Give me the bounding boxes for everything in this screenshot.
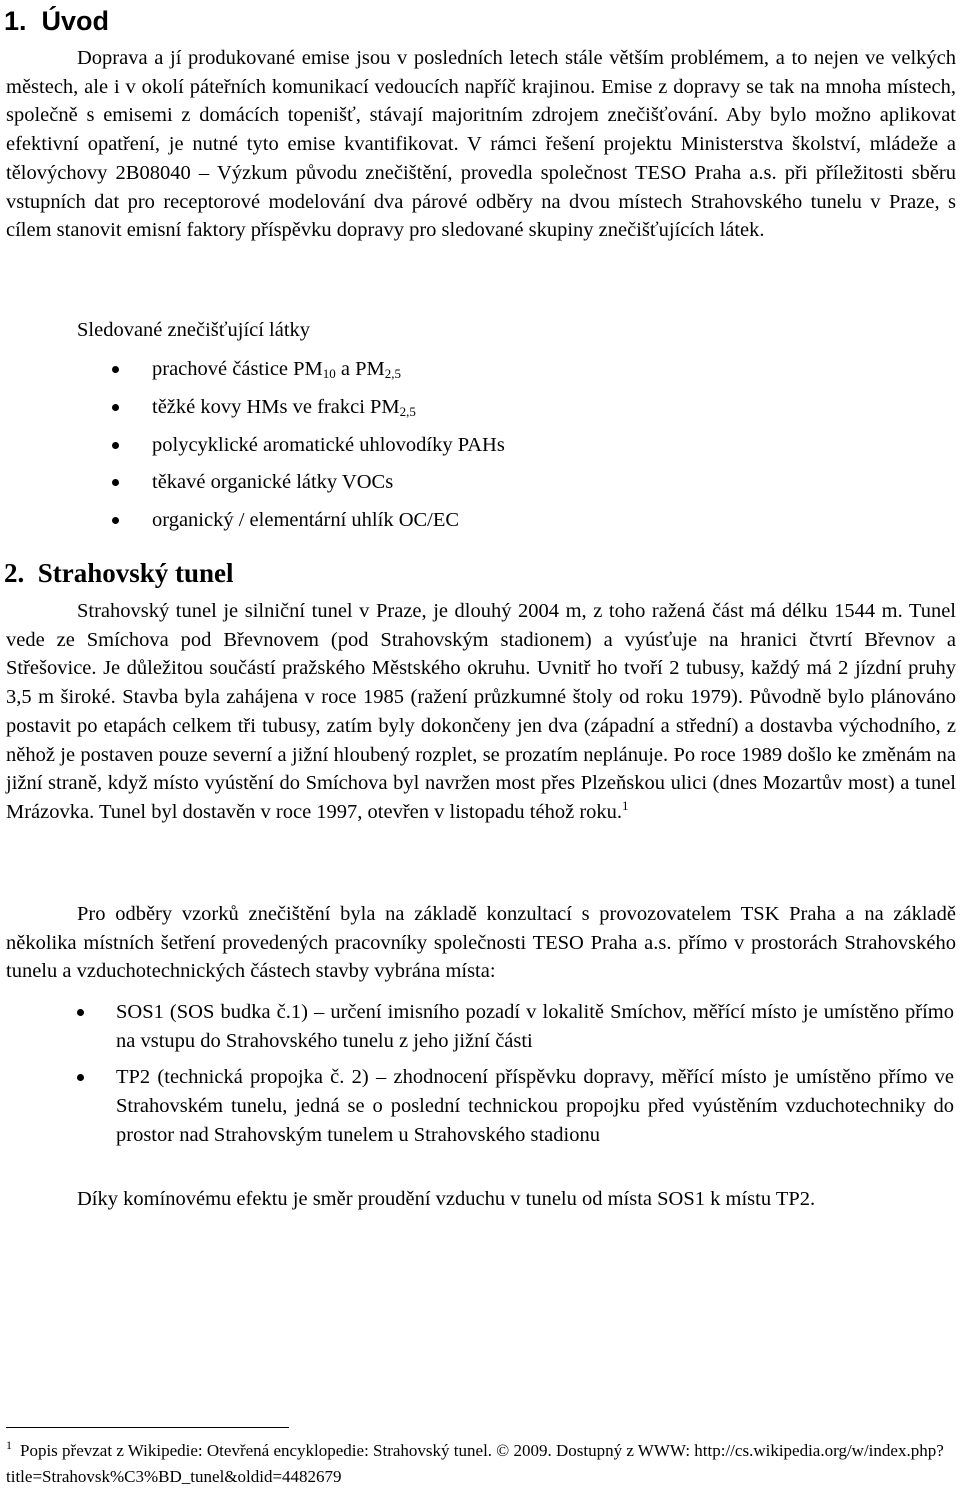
list-item: organický / elementární uhlík OC/EC [0,502,505,540]
list-item: SOS1 (SOS budka č.1) – určení imisního pozadí v lokalitě Smíchov, měřící místo je umístěno přímo na vstupu do Strahovského tunelu z jeho jižní části [0,998,954,1055]
bullet-icon [112,517,119,524]
bullet-icon [112,366,119,373]
sampling-sites-list [0,998,960,1150]
intro-paragraph: Doprava a jí produkované emise jsou v posledních letech stále větším problémem, a to nejen ve velkých městech, ale i v okolí páteřních komunikací vedoucích napříč krajinou. Emise z dopravy se tak na mnoha místech, společně s emisemi z domácích topenišť, stávají majoritním zdrojem znečišťování. Aby bylo možno aplikovat efektivní opatření, je nutné tyto emise kvantifikovat. V rámci řešení projektu Ministerstva školství, mládeže a tělovýchovy 2B08040 – Výzkum původu znečištění, provedla společnost TESO Praha a.s. při příležitosti sběru vstupních dat pro receptorové modelování dva párové odběry na dvou místech Strahovského tunelu v Praze, s cílem stanovit emisní faktory příspěvku dopravy pro sledované skupiny znečišťujících látek. [6,47,956,242]
bullet-icon [112,442,119,449]
list-item: polycyklické aromatické uhlovodíky PAHs [0,427,505,465]
footnote-divider [6,1427,289,1428]
footnote [6,1438,956,1490]
tunnel-paragraph: Strahovský tunel je silniční tunel v Praze, je dlouhý 2004 m, z toho ražená část má délku 1544 m. Tunel vede ze Smíchova pod Břevnovem (pod Strahovským stadionem) a vyúsťuje na hranici čtvrtí Břevnov a Střešovice. Je důležitou součástí pražského Městského okruhu. Uvnitř ho tvoří 2 tubusy, každý má 2 jízdní pruhy 3,5 m široké. Stavba byla zahájena v roce 1985 (ražení průzkumné štoly od roku 1979). Původně bylo plánováno postavit po etapách celkem tři tubusy, zatím byly dokončeny jen dva (západní a střední) a dostavba východního, z něhož je postaven pouze severní a jižní hloubený rozplet, se prozatím neplánuje. Po roce 1989 došlo ke změnám na jižní straně, když místo vyústění do Smíchova byl navržen most přes Plzeňskou ulici (dnes Mozartův most) a tunel Mrázovka. Tunel byl dostavěn v roce 1997, otevřen v listopadu téhož roku.$^1$ [6,600,956,823]
footnote-text: Popis převzat z Wikipedie: Otevřená encyklopedie: Strahovský tunel. © 2009. Dostupný z WWW: http://cs.wikipedia.org/w/index.php?title=Strahovsk%C3%BD_tunel&oldid=4482679 [6,1441,944,1486]
chimney-paragraph: Díky komínovému efektu je směr proudění vzduchu v tunelu od místa SOS1 k místu TP2. [77,1188,816,1210]
heading-title: Strahovský tunel [37,558,234,588]
bullet-icon [112,479,119,486]
heading-title: Úvod [41,6,110,36]
footnote-mark: 1 [6,1438,12,1452]
pollutant-list [0,351,505,540]
bullet-icon [77,1009,84,1016]
heading-number: 1. [4,6,27,36]
section-heading-strahovsky-tunel [4,556,234,590]
list-item: prachové částice $PM_{10}$ a $PM_{2,5}$ [0,351,505,389]
list-item: těžké kovy HMs ve frakci $PM_{2,5}$ [0,389,505,427]
pollutants-heading: Sledované znečišťující látky [77,319,311,341]
footnote-reference[interactable]: 1 [622,797,629,813]
bullet-icon [112,404,119,411]
sampling-paragraph: Pro odběry vzorků znečištění byla na základě konzultací s provozovatelem TSK Praha a na základě několika místních šetření provedených pracovníky společnosti TESO Praha a.s. přímo v prostorách Strahovského tunelu a vzduchotechnických částech stavby vybrána místa: [6,903,956,983]
bullet-icon [77,1074,84,1081]
section-heading-uvod [4,4,109,38]
list-item: TP2 (technická propojka č. 2) – zhodnocení příspěvku dopravy, měřící místo je umístěno přímo ve Strahovském tunelu, jedná se o poslední technickou propojku před vyústěním vzduchotechniky do prostor nad Strahovským tunelem u Strahovského stadionu [0,1063,954,1149]
heading-number: 2. [4,558,25,588]
list-item: těkavé organické látky VOCs [0,464,505,502]
